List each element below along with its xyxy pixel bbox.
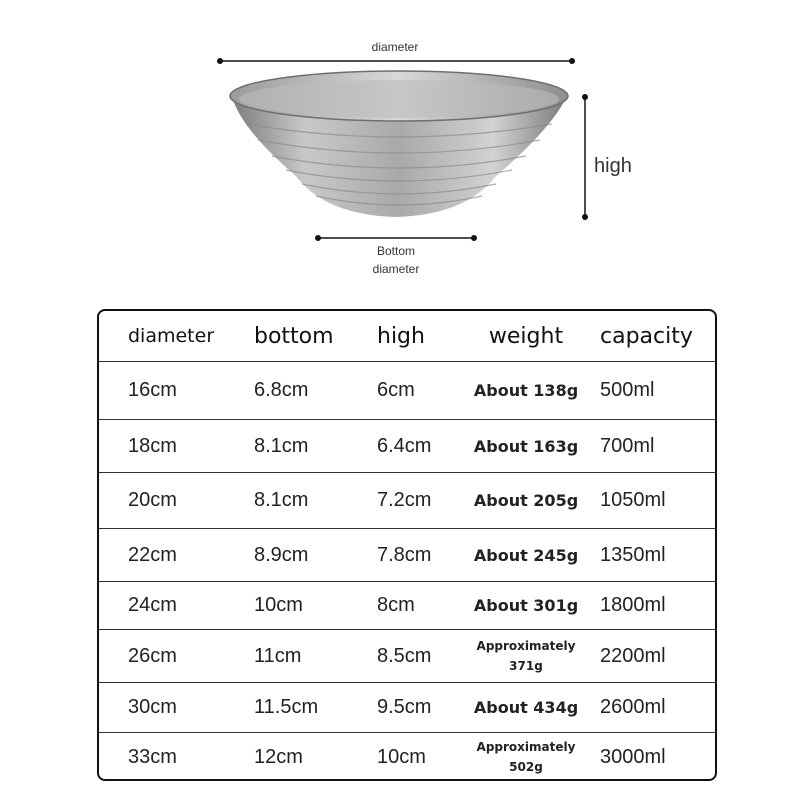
- cell-capacity: 2600ml: [600, 696, 666, 718]
- cell-bottom: 6.8cm: [254, 379, 309, 401]
- weight-text: Approximately 371g: [476, 639, 576, 673]
- cell-diameter: 16cm: [128, 379, 177, 401]
- cell-capacity: 1800ml: [600, 594, 666, 616]
- high-dimension-line: [582, 94, 588, 220]
- bottom-label-line1: Bottom: [376, 244, 415, 258]
- cell-bottom: 11.5cm: [254, 696, 319, 718]
- weight-text: About 434g: [473, 698, 579, 717]
- header-diameter: diameter: [128, 325, 215, 347]
- cell-capacity: 1350ml: [600, 543, 666, 566]
- diameter-label: diameter: [371, 40, 419, 54]
- cell-high: 6.4cm: [377, 434, 432, 457]
- cell-weight: [476, 733, 576, 781]
- bottom-dimension-line: [315, 235, 477, 241]
- cell-bottom: 8.9cm: [254, 543, 309, 566]
- cell-bottom: 10cm: [254, 594, 303, 616]
- cell-diameter: 30cm: [128, 696, 177, 718]
- header-capacity: capacity: [600, 323, 693, 349]
- cell-capacity: 700ml: [600, 434, 655, 457]
- table-row: [99, 733, 715, 781]
- weight-text: Approximately 502g: [476, 740, 576, 774]
- size-spec-table: [97, 309, 717, 781]
- cell-diameter: 18cm: [128, 434, 177, 457]
- cell-diameter: 20cm: [128, 489, 177, 511]
- bowl-inner: [239, 80, 559, 118]
- cell-high: 7.8cm: [377, 543, 432, 566]
- cell-weight: [473, 683, 579, 732]
- cell-weight: [473, 529, 579, 581]
- bowl-diagram: [0, 0, 800, 300]
- table-row: [99, 362, 715, 419]
- cell-capacity: 2200ml: [600, 644, 666, 667]
- table-row: [99, 683, 715, 732]
- cell-high: 8cm: [377, 594, 415, 616]
- cell-weight: [473, 362, 579, 419]
- weight-text: About 205g: [473, 491, 579, 510]
- cell-high: 10cm: [377, 745, 426, 768]
- cell-diameter: 33cm: [128, 745, 177, 768]
- bottom-label-line2: diameter: [372, 262, 420, 276]
- table-row: [99, 582, 715, 629]
- header-high: high: [377, 323, 425, 349]
- cell-bottom: 8.1cm: [254, 489, 309, 511]
- cell-weight: [473, 582, 579, 629]
- cell-weight: [476, 630, 576, 682]
- cell-bottom: 8.1cm: [254, 434, 309, 457]
- table-row: [99, 630, 715, 682]
- cell-diameter: 22cm: [128, 543, 177, 566]
- table-row: [99, 473, 715, 528]
- header-weight: weight: [488, 323, 564, 349]
- cell-weight: [473, 420, 579, 472]
- weight-text: About 163g: [473, 436, 579, 456]
- cell-capacity: 1050ml: [600, 489, 666, 511]
- cell-high: 7.2cm: [377, 489, 432, 511]
- cell-capacity: 3000ml: [600, 745, 666, 768]
- cell-high: 9.5cm: [377, 696, 432, 718]
- header-bottom: bottom: [254, 323, 334, 349]
- cell-diameter: 24cm: [128, 594, 177, 616]
- cell-capacity: 500ml: [600, 379, 655, 401]
- weight-text: About 245g: [473, 545, 579, 565]
- cell-bottom: 12cm: [254, 745, 303, 768]
- cell-diameter: 26cm: [128, 644, 177, 667]
- weight-text: About 301g: [473, 596, 579, 615]
- table-row: [99, 420, 715, 472]
- high-label: high: [594, 155, 632, 177]
- diameter-dimension-line: [217, 58, 575, 64]
- cell-high: 8.5cm: [377, 644, 432, 667]
- bottom-diameter-label: [356, 242, 436, 278]
- cell-weight: [473, 473, 579, 528]
- table-row: [99, 529, 715, 581]
- cell-high: 6cm: [377, 379, 415, 401]
- cell-bottom: 11cm: [254, 644, 302, 667]
- weight-text: About 138g: [473, 381, 579, 400]
- table-header-row: [99, 311, 715, 361]
